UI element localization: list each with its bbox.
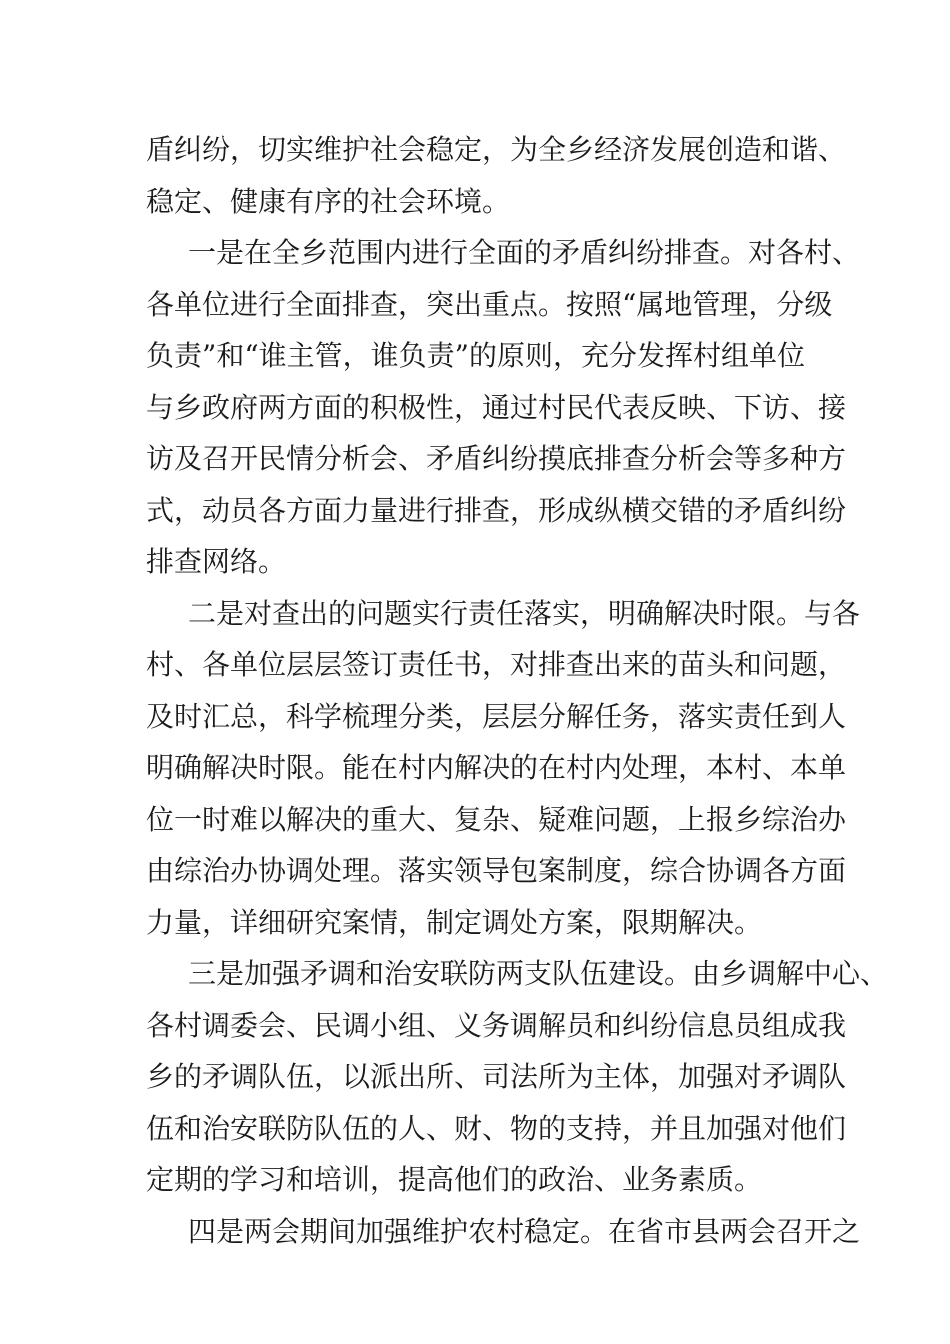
text-line: 各单位进行全面排查，突出重点。按照“属地管理，分级 (146, 288, 833, 321)
text-line: 定期的学习和培训，提高他们的政治、业务素质。 (146, 1163, 763, 1196)
text-line: 排查网络。 (146, 545, 287, 578)
text-line: 位一时难以解决的重大、复杂、疑难问题，上报乡综治办 (146, 803, 847, 836)
text-line: 负责”和“谁主管，谁负责”的原则，充分发挥村组单位 (146, 339, 805, 372)
text-line: 稳定、健康有序的社会环境。 (146, 185, 511, 218)
text-line: 及时汇总，科学梳理分类，层层分解任务，落实责任到人 (146, 700, 847, 733)
paragraph-3-first-line: 三是加强矛调和治安联防两支队伍建设。由乡调解中心、 (188, 957, 889, 990)
text-line: 各村调委会、民调小组、义务调解员和纠纷信息员组成我 (146, 1009, 847, 1042)
paragraph-1-first-line: 一是在全乡范围内进行全面的矛盾纠纷排查。对各村、 (188, 236, 861, 269)
text-line: 由综治办协调处理。落实领导包案制度，综合协调各方面 (146, 854, 847, 887)
text-line: 式，动员各方面力量进行排查，形成纵横交错的矛盾纠纷 (146, 494, 847, 527)
text-line: 村、各单位层层签订责任书，对排查出来的苗头和问题， (146, 648, 847, 681)
text-line: 盾纠纷，切实维护社会稳定，为全乡经济发展创造和谐、 (146, 133, 847, 166)
text-line: 乡的矛调队伍，以派出所、司法所为主体，加强对矛调队 (146, 1060, 847, 1093)
text-line: 明确解决时限。能在村内解决的在村内处理，本村、本单 (146, 751, 847, 784)
text-line: 与乡政府两方面的积极性，通过村民代表反映、下访、接 (146, 391, 847, 424)
paragraph-4-first-line: 四是两会期间加强维护农村稳定。在省市县两会召开之 (188, 1215, 861, 1248)
paragraph-2-first-line: 二是对查出的问题实行责任落实，明确解决时限。与各 (188, 597, 861, 630)
text-line: 力量，详细研究案情，制定调处方案，限期解决。 (146, 906, 763, 939)
text-line: 伍和治安联防队伍的人、财、物的支持，并且加强对他们 (146, 1112, 847, 1145)
text-line: 访及召开民情分析会、矛盾纠纷摸底排查分析会等多种方 (146, 442, 847, 475)
